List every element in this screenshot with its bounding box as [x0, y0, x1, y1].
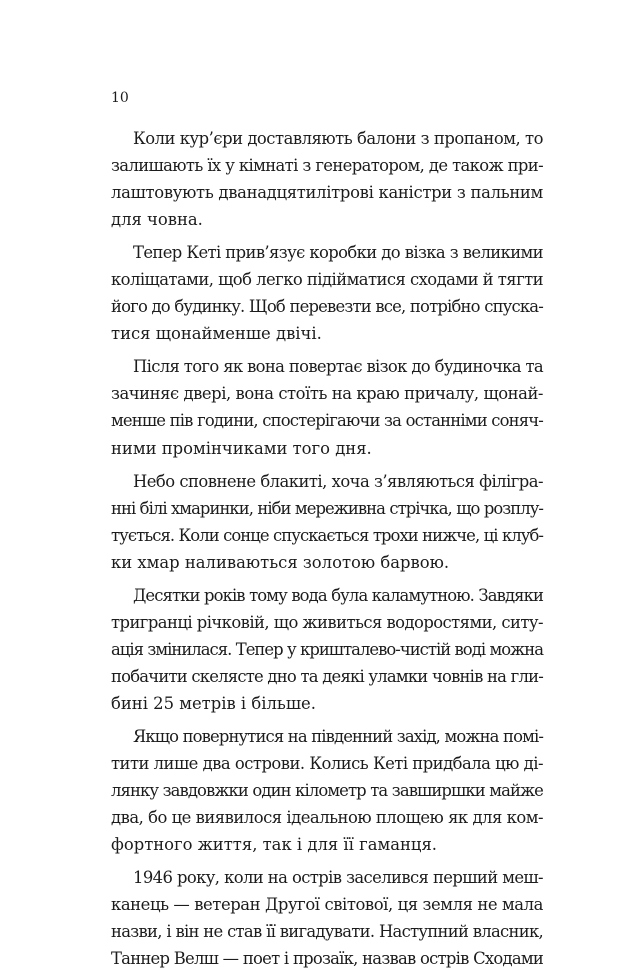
- text-line: побачити скелясте дно та деякі уламки човнів на гли-: [111, 666, 543, 686]
- paragraph: [111, 582, 543, 717]
- text-line: лянку завдовжки один кілометр та завширшки майже: [111, 781, 543, 801]
- text-line: 1946 року, коли на острів заселився перший меш-: [133, 868, 543, 888]
- paragraph: [111, 239, 543, 347]
- text-line: фортного життя, так і для її гаманця.: [111, 835, 438, 855]
- page-number: 10: [111, 90, 129, 106]
- paragraph: [111, 125, 543, 233]
- text-line: два, бо це виявилося ідеальною площею як для ком-: [111, 808, 543, 828]
- text-line: Коли кур’єри доставляють балони з пропаном, то: [133, 129, 543, 148]
- text-line: Таннер Велш — поет і прозаїк, назвав острів Сходами: [111, 949, 543, 969]
- text-line: Тепер Кеті прив’язує коробки до візка з великими: [133, 243, 543, 263]
- text-line: залишають їх у кімнаті з генератором, де також при-: [111, 156, 543, 176]
- paragraph: [111, 468, 543, 576]
- paragraph: [111, 353, 543, 461]
- text-line: тити лише два острови. Колись Кеті придбала цю ді-: [111, 754, 543, 774]
- text-line: ними промінчиками того дня.: [111, 438, 372, 458]
- paragraph: [111, 723, 543, 858]
- text-line: Якщо повернутися на південний захід, можна помі-: [133, 726, 543, 746]
- text-line: його до будинку. Щоб перевезти все, потрібно спуска-: [111, 297, 543, 317]
- text-line: ація змінилася. Тепер у кришталево-чистій воді можна: [111, 639, 543, 659]
- body-text: [111, 125, 543, 972]
- text-line: нні білі хмаринки, ніби мереживна стрічка, що розплу-: [111, 498, 543, 518]
- text-line: тригранці річковій, що живиться водоростями, ситу-: [111, 612, 543, 632]
- text-line: зачиняє двері, вона стоїть на краю причалу, щонай-: [111, 384, 543, 404]
- text-line: Після того як вона повертає візок до будиночка та: [133, 357, 543, 377]
- text-line: тися щонайменше двічі.: [111, 324, 322, 344]
- paragraph: [111, 864, 543, 972]
- text-line: Десятки років тому вода була каламутною. Завдяки: [133, 585, 543, 605]
- text-line: бині 25 метрів і більше.: [111, 693, 316, 713]
- text-line: Небо сповнене блакиті, хоча з’являються філігра-: [133, 471, 543, 491]
- text-line: для човна.: [111, 210, 203, 230]
- text-line: лаштовують дванадцятилітрові каністри з пальним: [111, 183, 543, 203]
- text-line: назви, і він не став її вигадувати. Наступний власник,: [111, 922, 543, 942]
- text-line: канець — ветеран Другої світової, ця земля не мала: [111, 895, 543, 915]
- text-line: коліщатами, щоб легко підійматися сходами й тягти: [111, 270, 543, 290]
- text-line: менше пів години, спостерігаючи за останніми соняч-: [111, 411, 543, 431]
- text-line: тується. Коли сонце спускається трохи нижче, ці клуб-: [111, 525, 543, 545]
- text-line: ки хмар наливаються золотою барвою.: [111, 552, 450, 572]
